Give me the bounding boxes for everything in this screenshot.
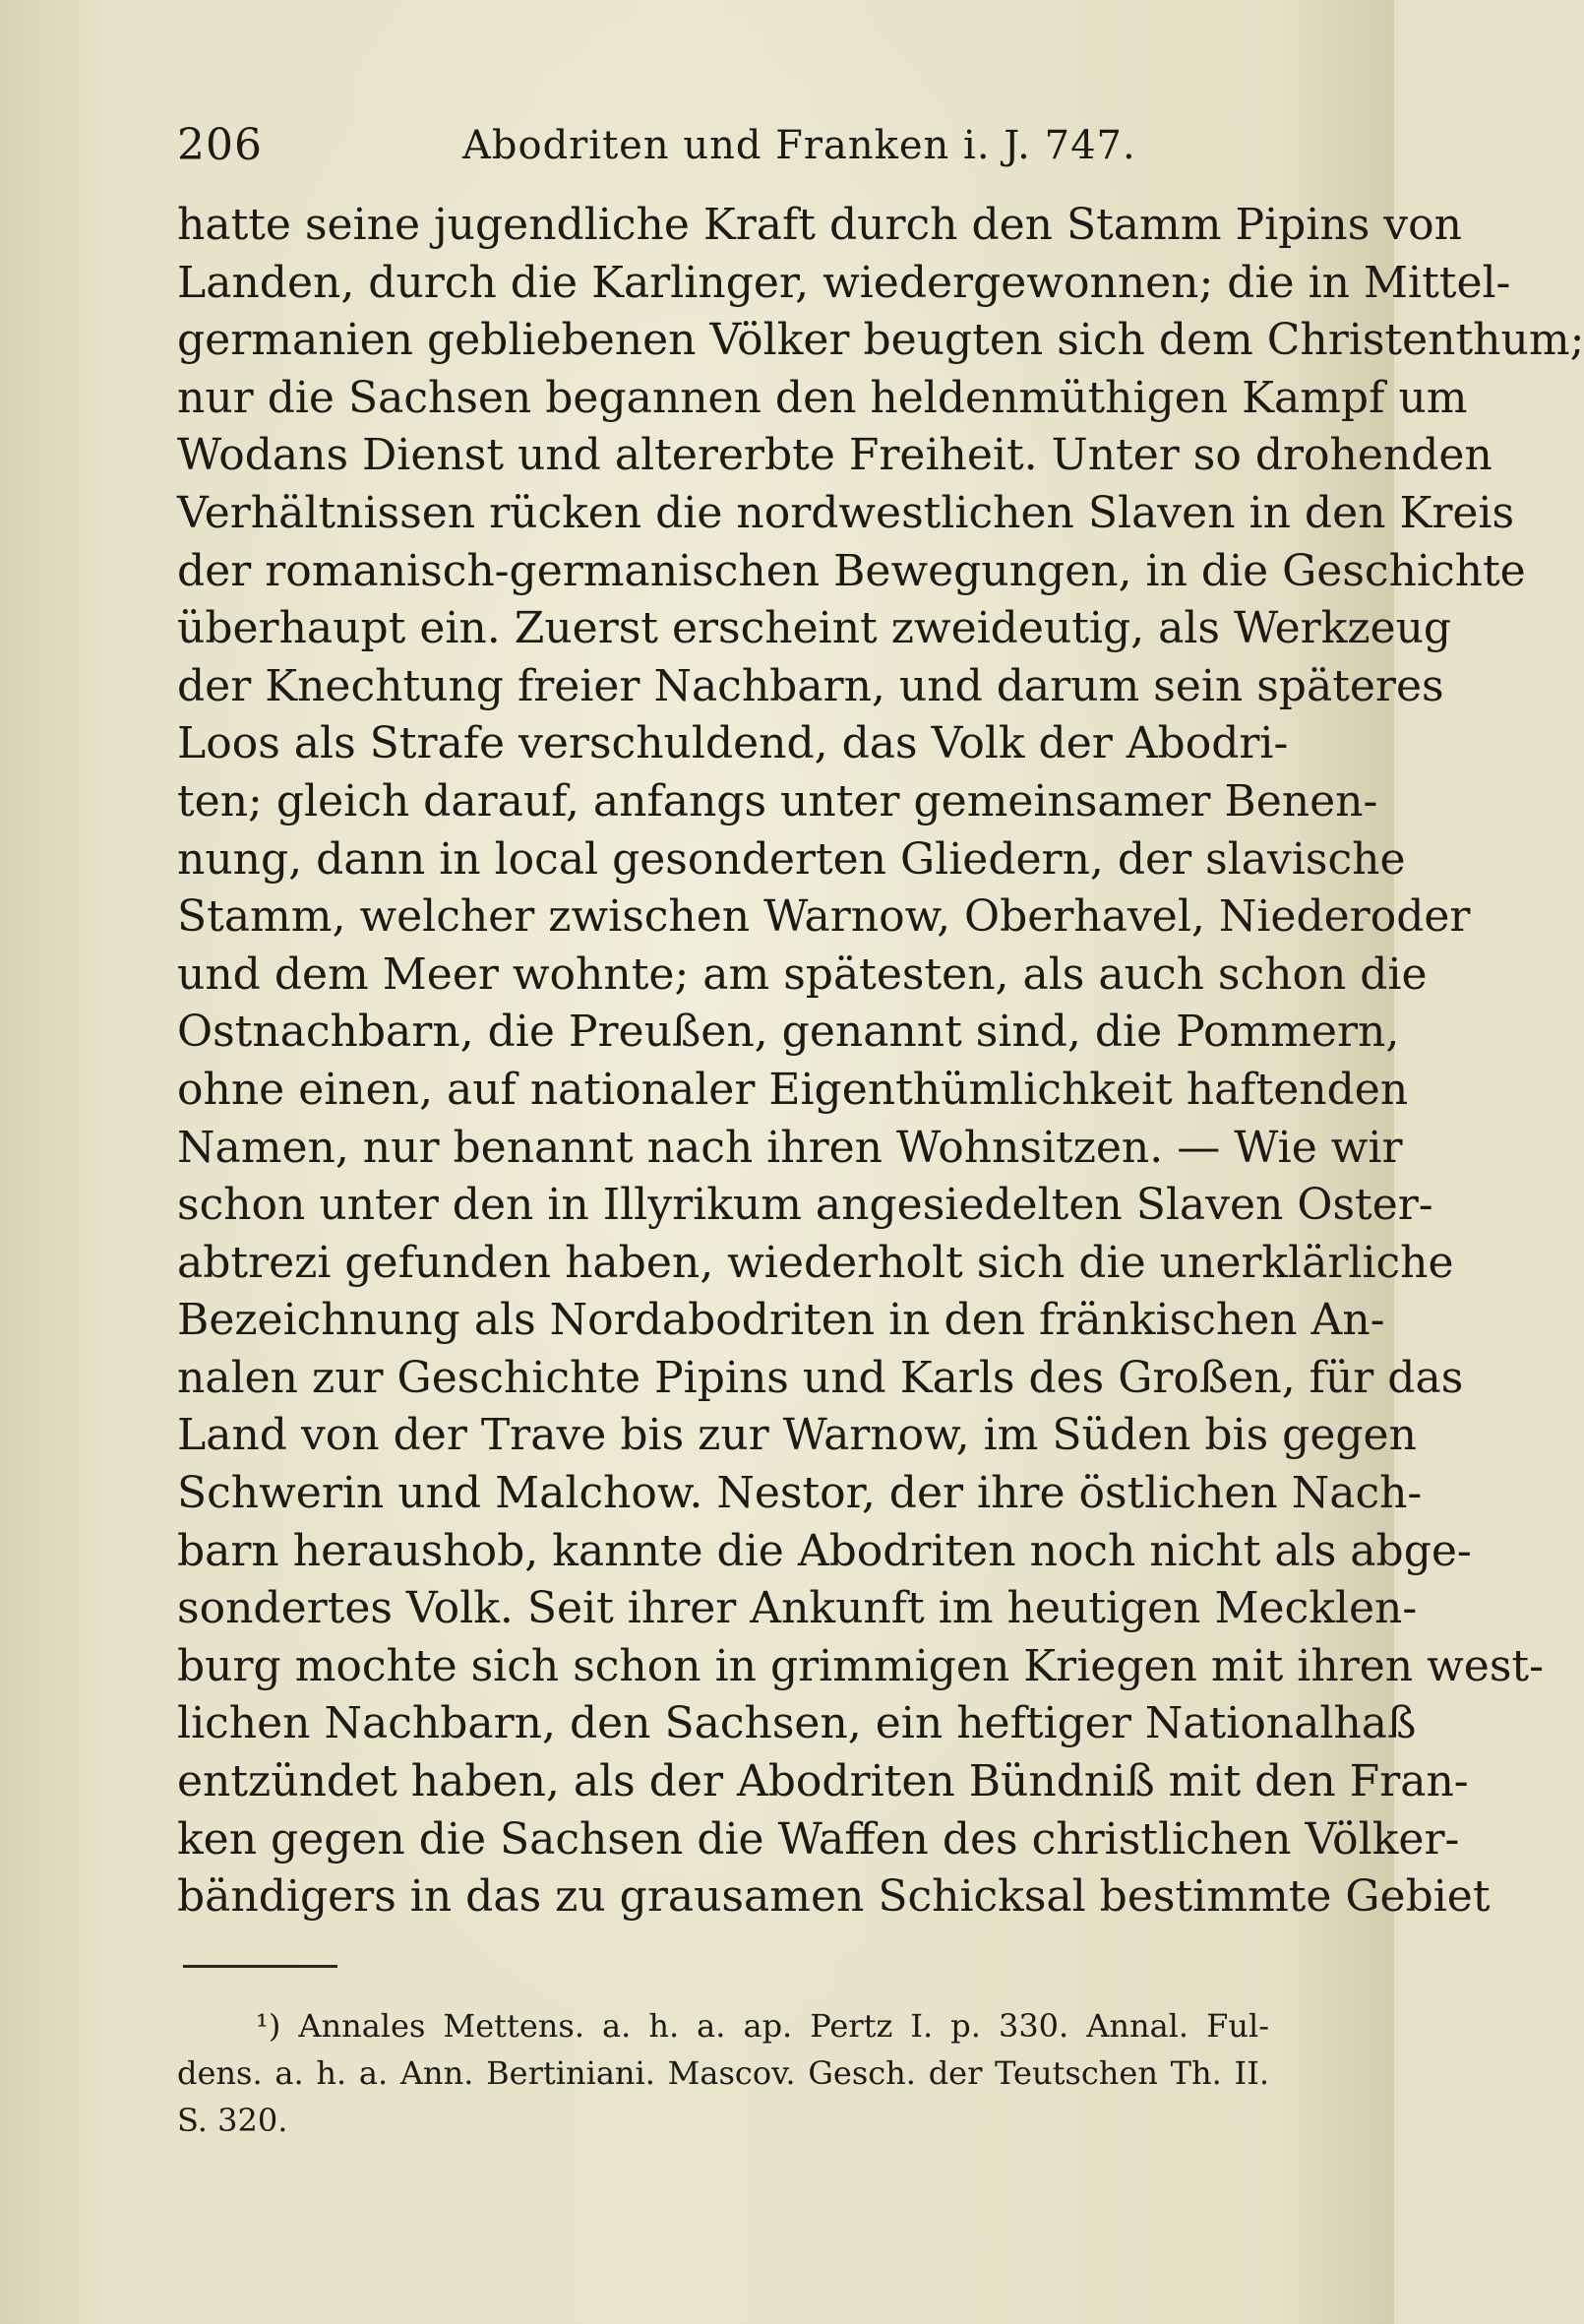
body-line: lichen Nachbarn, den Sachsen, ein heftiger Nationalhaß (177, 1698, 1417, 1749)
body-line: Ostnachbarn, die Preußen, genannt sind, die Pommern, (177, 1007, 1400, 1058)
body-line: Namen, nur benannt nach ihren Wohnsitzen. — Wie wir (177, 1122, 1403, 1173)
body-line: germanien gebliebenen Völker beugten sich dem Christenthum; (177, 315, 1584, 366)
body-line: abtrezi gefunden haben, wiederholt sich die unerklärliche (177, 1237, 1454, 1288)
body-line: barn heraushob, kannte die Abodriten noch nicht als abge- (177, 1525, 1472, 1576)
body-line: ten; gleich darauf, anfangs unter gemeinsamer Benen- (177, 775, 1378, 826)
body-line: der Knechtung freier Nachbarn, und darum sein späteres (177, 660, 1444, 711)
body-line: der romanisch-germanischen Bewegungen, in die Geschichte (177, 545, 1526, 596)
body-line: sondertes Volk. Seit ihrer Ankunft im heutigen Mecklen- (177, 1583, 1418, 1634)
body-line: überhaupt ein. Zuerst erscheint zweideutig, als Werkzeug (177, 603, 1452, 654)
body-line: nalen zur Geschichte Pipins und Karls des Großen, für das (177, 1352, 1464, 1403)
body-line: entzündet haben, als der Abodriten Bündniß mit den Fran- (177, 1756, 1469, 1807)
body-line: ken gegen die Sachsen die Waffen des christlichen Völker- (177, 1813, 1460, 1865)
body-line: Land von der Trave bis zur Warnow, im Süden bis gegen (177, 1410, 1417, 1461)
body-line: ohne einen, auf nationaler Eigenthümlichkeit haftenden (177, 1064, 1409, 1115)
body-line: und dem Meer wohnte; am spätesten, als auch schon die (177, 948, 1428, 1000)
body-text (177, 197, 1584, 1926)
body-line: burg mochte sich schon in grimmigen Kriegen mit ihren west- (177, 1640, 1544, 1691)
body-line: Landen, durch die Karlinger, wiedergewonnen; die in Mittel- (177, 257, 1511, 308)
footnote-line: ¹) Annales Mettens. a. h. a. ap. Pertz I. p. 330. Annal. Ful- (256, 2007, 1269, 2045)
body-line: nung, dann in local gesonderten Gliedern, der slavische (177, 833, 1406, 885)
body-line: Wodans Dienst und altererbte Freiheit. Unter so drohenden (177, 430, 1493, 481)
body-line: Bezeichnung als Nordabodriten in den fränkischen An- (177, 1295, 1385, 1346)
body-line: bändigers in das zu grausamen Schicksal bestimmte Gebiet (177, 1871, 1491, 1923)
body-line: Loos als Strafe verschuldend, das Volk der Abodri- (177, 718, 1289, 769)
body-line: Verhältnissen rücken die nordwestlichen Slaven in den Kreis (177, 487, 1515, 538)
body-line: schon unter den in Illyrikum angesiedelten Slaven Oster- (177, 1180, 1433, 1231)
running-head: Abodriten und Franken i. J. 747. (462, 123, 1136, 168)
body-line: Schwerin und Malchow. Nestor, der ihre östlichen Nach- (177, 1468, 1423, 1519)
body-line: hatte seine jugendliche Kraft durch den Stamm Pipins von (177, 200, 1462, 250)
body-line: nur die Sachsen begannen den heldenmüthigen Kampf um (177, 372, 1468, 423)
footnote-divider (183, 1965, 337, 1968)
footnote-line: S. 320. (177, 2102, 288, 2139)
footnotes (177, 2002, 1269, 2144)
page-number: 206 (177, 120, 263, 170)
body-line: Stamm, welcher zwischen Warnow, Oberhavel, Niederoder (177, 891, 1471, 943)
page-header (177, 116, 1269, 175)
footnote-line: dens. a. h. a. Ann. Bertiniani. Mascov. Gesch. der Teutschen Th. II. (177, 2054, 1269, 2092)
